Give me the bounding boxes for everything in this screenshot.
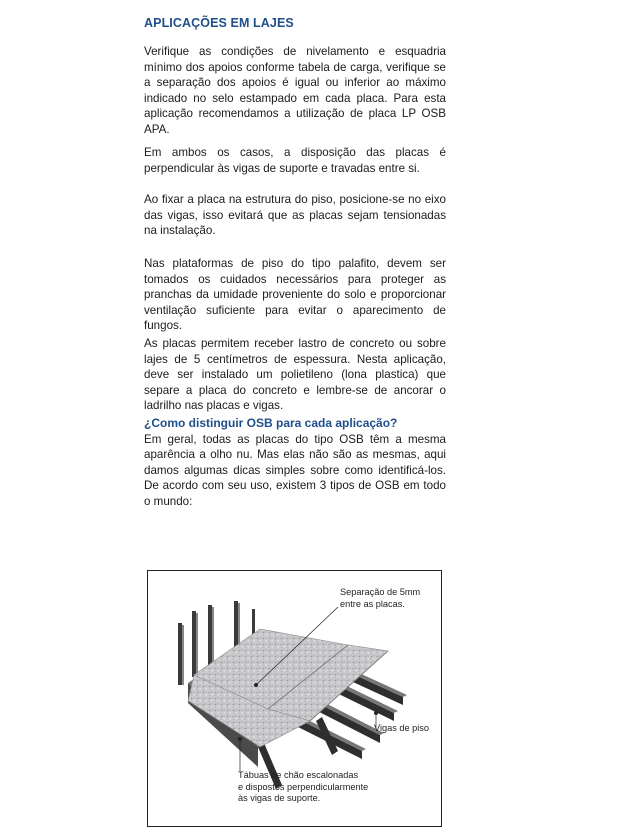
callout-floor-boards-line-3: às vigas de suporte. <box>238 793 321 803</box>
callout-board-gap-line-2: entre as placas. <box>340 598 405 609</box>
paragraph-1: Verifique as condições de nivelamento e esquadria mínimo dos apoios conforme tabela de carga, verifique se a separação dos apoios é igual ou inferior ao máximo indicado no selo estampado em cada placa. Para esta aplicação recomendamos a utilização de placa LP OSB APA. <box>144 45 446 136</box>
paragraph-5-block <box>144 336 446 414</box>
callout-board-gap-line-1: Separação de 5mm <box>340 587 421 597</box>
paragraph-2: Em ambos os casos, a disposição das placas é perpendicular às vigas de suporte e travadas entre si. <box>144 146 446 175</box>
subsection-paragraph: Em geral, todas as placas do tipo OSB têm a mesma aparência a olho nu. Mas elas não são as mesmas, aqui damos algumas dicas simples sobre como identificá-los. De acordo com seu uso, existem 3 tipos de OSB em todo o mundo: <box>144 432 446 508</box>
subsection-block <box>144 416 446 509</box>
paragraph-5: As placas permitem receber lastro de concreto ou sobre lajes de 5 centímetros de espessura. Nesta aplicação, deve ser instalado um polietileno (lona plastica) que separe a placa do concreto e lembre-se de ancorar o ladrilho nas placas e vigas. <box>144 337 446 412</box>
paragraph-1-block <box>144 44 446 137</box>
callout-joists: Vigas de piso <box>374 723 429 733</box>
paragraph-3-block <box>144 192 446 239</box>
callout-floor-boards-line-2: e dispostos perpendicularmente <box>238 781 369 792</box>
paragraph-4: Nas plataformas de piso do tipo palafito, devem ser tomados os cuidados necessários para proteger as pranchas da umidade proveniente do solo e proporcionar ventilação suficiente para evitar o aparecimento de fungos. <box>144 257 446 332</box>
floor-diagram-figure <box>147 570 442 827</box>
paragraph-2-block <box>144 145 446 176</box>
callout-floor-boards <box>238 770 368 805</box>
paragraph-3: Ao fixar a placa na estrutura do piso, posicione-se no eixo das vigas, isso evitará que as placas sejam tensionadas na instalação. <box>144 193 446 237</box>
callout-board-gap <box>340 587 420 610</box>
paragraph-4-block <box>144 256 446 334</box>
section-title: APLICAÇÕES EM LAJES <box>144 16 294 30</box>
subsection-heading: ¿Como distinguir OSB para cada aplicação? <box>144 416 398 430</box>
callout-floor-boards-line-1: Tábuas de chão escalonadas <box>238 770 359 780</box>
